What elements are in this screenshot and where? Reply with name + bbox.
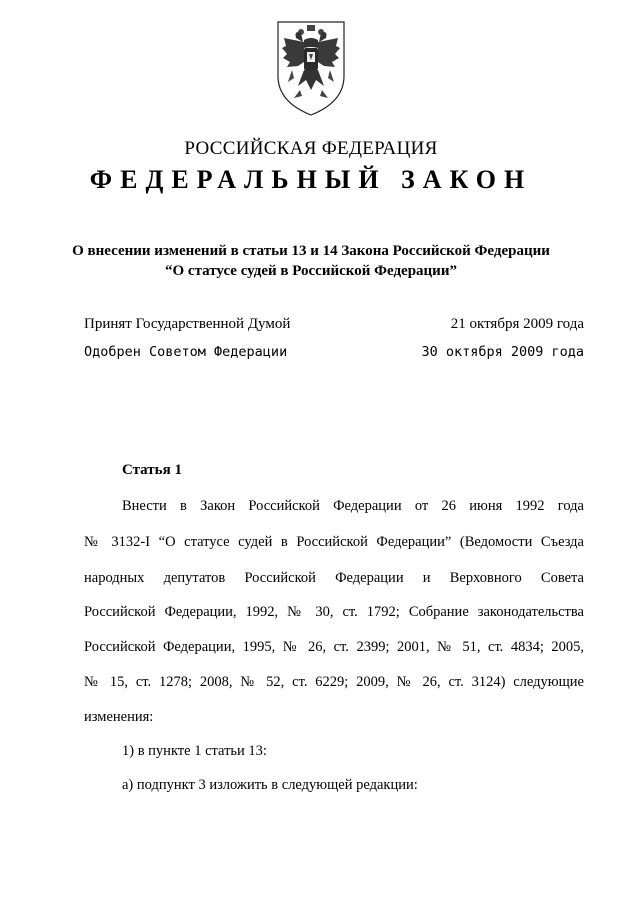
law-title: [60, 241, 562, 281]
article-title: Статья 1: [122, 462, 182, 478]
paragraph-line: изменения:: [84, 709, 154, 725]
coat-of-arms-icon: [274, 18, 348, 118]
list-item: 1) в пункте 1 статьи 13:: [122, 743, 267, 759]
law-title-line: “О статусе судей в Российской Федерации”: [165, 263, 457, 279]
law-type-heading: ФЕДЕРАЛЬНЫЙ ЗАКОН: [89, 165, 533, 194]
list-item: а) подпункт 3 изложить в следующей редакции:: [122, 777, 418, 793]
paragraph-line: № 15, ст. 1278; 2008, № 52, ст. 6229; 2009, № 26, ст. 3124) следующие: [84, 674, 584, 690]
adopted-date: 21 октября 2009 года: [450, 316, 584, 332]
paragraph-line: Российской Федерации, 1995, № 26, ст. 2399; 2001, № 51, ст. 4834; 2005,: [84, 639, 584, 655]
approval-row: [84, 344, 584, 364]
country-heading: РОССИЙСКАЯ ФЕДЕРАЦИЯ: [184, 138, 438, 159]
paragraph-line: народных депутатов Российской Федерации и Верховного Совета: [84, 570, 584, 586]
approved-label: Одобрен Советом Федерации: [84, 344, 288, 360]
approved-date: 30 октября 2009 года: [421, 344, 584, 360]
adopted-label: Принят Государственной Думой: [84, 316, 291, 332]
paragraph-line: Российской Федерации, 1992, № 30, ст. 1792; Собрание законодательства: [84, 604, 584, 620]
law-title-line: О внесении изменений в статьи 13 и 14 Закона Российской Федерации: [72, 243, 550, 259]
paragraph-line: Внести в Закон Российской Федерации от 26 июня 1992 года: [122, 498, 584, 514]
adoption-row: [84, 316, 584, 336]
paragraph-line: № 3132-I “О статусе судей в Российской Федерации” (Ведомости Съезда: [84, 534, 584, 550]
